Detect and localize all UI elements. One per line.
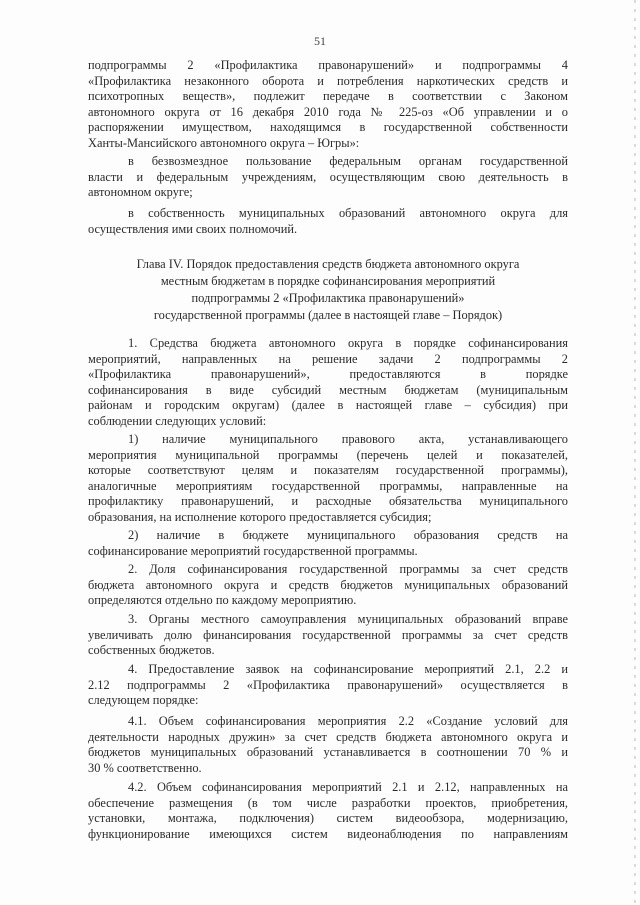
text-line: 4. Предоставление заявок на софинансирование мероприятий 2.1, 2.2 и: [128, 662, 568, 676]
title-line: Глава IV. Порядок предоставления средств бюджета автономного округа: [136, 257, 520, 271]
text-line: Ханты-Мансийского автономного округа – Югры»:: [88, 135, 360, 150]
condition-1: [88, 432, 568, 526]
text-line: власти и федеральным учреждениям, осуществляющим свою деятельность в: [88, 169, 568, 184]
text-line: бюджета автономного округа и средств бюджетов муниципальных образований: [88, 577, 568, 592]
text-line: соблюдении следующих условий:: [88, 413, 267, 428]
paragraph-4-1: [88, 714, 568, 776]
text-line: 30 % соответственно.: [88, 760, 202, 775]
text-line: профилактику правонарушений, и расходные обязательства муниципального: [88, 494, 568, 509]
text-line: аналогичные мероприятиям государственной программы, направленные на: [88, 478, 568, 493]
text-line: районам и городским округам) (далее в настоящей главе – субсидия) при: [88, 398, 568, 413]
title-line: подпрограммы 2 «Профилактика правонарушений»: [191, 291, 465, 305]
text-line: в собственность муниципальных образований автономного округа для: [128, 206, 568, 220]
title-line: государственной программы (далее в настоящей главе – Порядок): [153, 308, 503, 322]
scan-edge-artifact: [634, 0, 636, 905]
text-line: в безвозмездное пользование федеральным органам государственной: [128, 154, 568, 168]
text-line: деятельности народных дружин» за счет средств бюджета автономного округа и: [88, 729, 568, 744]
text-line: 1. Средства бюджета автономного округа в порядке софинансирования: [128, 336, 568, 350]
title-line: местным бюджетам в порядке софинансирования мероприятий: [160, 274, 496, 288]
text-line: бюджетов муниципальных образований устанавливается в соотношении 70 % и: [88, 745, 568, 760]
text-line: 2. Доля софинансирования государственной программы за счет средств: [128, 562, 568, 576]
paragraph-4: [88, 662, 568, 709]
text-line: распоряжении имуществом, находящимся в государственной собственности: [88, 120, 568, 135]
text-line: мероприятий, направленных на решение задачи 2 подпрограммы 2: [88, 351, 568, 366]
text-line: «Профилактика правонарушений», предоставляются в порядке: [88, 367, 568, 382]
intro-paragraph: [88, 58, 568, 152]
text-line: 4.1. Объем софинансирования мероприятия 2.2 «Создание условий для: [128, 714, 568, 728]
text-line: 3. Органы местного самоуправления муниципальных образований вправе: [128, 612, 568, 626]
page-number: 51: [314, 34, 326, 48]
text-line: обеспечение размещения (в том числе разработки проектов, приобретения,: [88, 795, 568, 810]
paragraph-2: [88, 562, 568, 609]
text-line: 1) наличие муниципального правового акта, устанавливающего: [128, 432, 568, 446]
bullet-municipal: [88, 206, 568, 237]
bullet-federal: [88, 154, 568, 201]
text-line: автономном округе;: [88, 185, 193, 200]
text-line: автономного округа от 16 декабря 2010 года № 225-оз «Об управлении и о: [88, 104, 568, 119]
text-line: образования, на исполнение которого предоставляется субсидия;: [88, 509, 432, 524]
condition-2: [88, 528, 568, 559]
text-line: осуществления ими своих полномочий.: [88, 221, 298, 236]
text-line: следующем порядке:: [88, 693, 199, 708]
text-line: определяются отдельно по каждому мероприятию.: [88, 593, 357, 608]
text-line: 2) наличие в бюджете муниципального образования средств на: [128, 528, 568, 542]
paragraph-4-2: [88, 780, 568, 842]
text-line: мероприятия муниципальной программы (перечень целей и показателей,: [88, 447, 568, 462]
text-line: подпрограммы 2 «Профилактика правонарушений» и подпрограммы 4: [88, 58, 568, 72]
paragraph-3: [88, 612, 568, 659]
chapter-title: [100, 256, 556, 324]
text-line: собственных бюджетов.: [88, 643, 215, 658]
text-line: функционирование имеющихся систем видеонаблюдения по направлениям: [88, 826, 568, 841]
text-line: 2.12 подпрограммы 2 «Профилактика правонарушений» осуществляется в: [88, 677, 568, 692]
text-line: софинансирование мероприятий государственной программы.: [88, 543, 418, 558]
text-line: «Профилактика незаконного оборота и потребления наркотических средств и: [88, 73, 568, 88]
paragraph-1: [88, 336, 568, 430]
text-line: психотропных веществ», подлежит передаче в соответствии с Законом: [88, 89, 568, 104]
text-line: которые соответствуют целям и показателям государственной программы),: [88, 463, 568, 478]
text-line: софинансирования в виде субсидий местным бюджетам (муниципальным: [88, 382, 568, 397]
text-line: установки, монтажа, подключения) систем видеообзора, модернизацию,: [88, 811, 568, 826]
text-line: 4.2. Объем софинансирования мероприятий 2.1 и 2.12, направленных на: [128, 780, 568, 794]
text-line: увеличивать долю финансирования государственной программы за счет средств: [88, 627, 568, 642]
